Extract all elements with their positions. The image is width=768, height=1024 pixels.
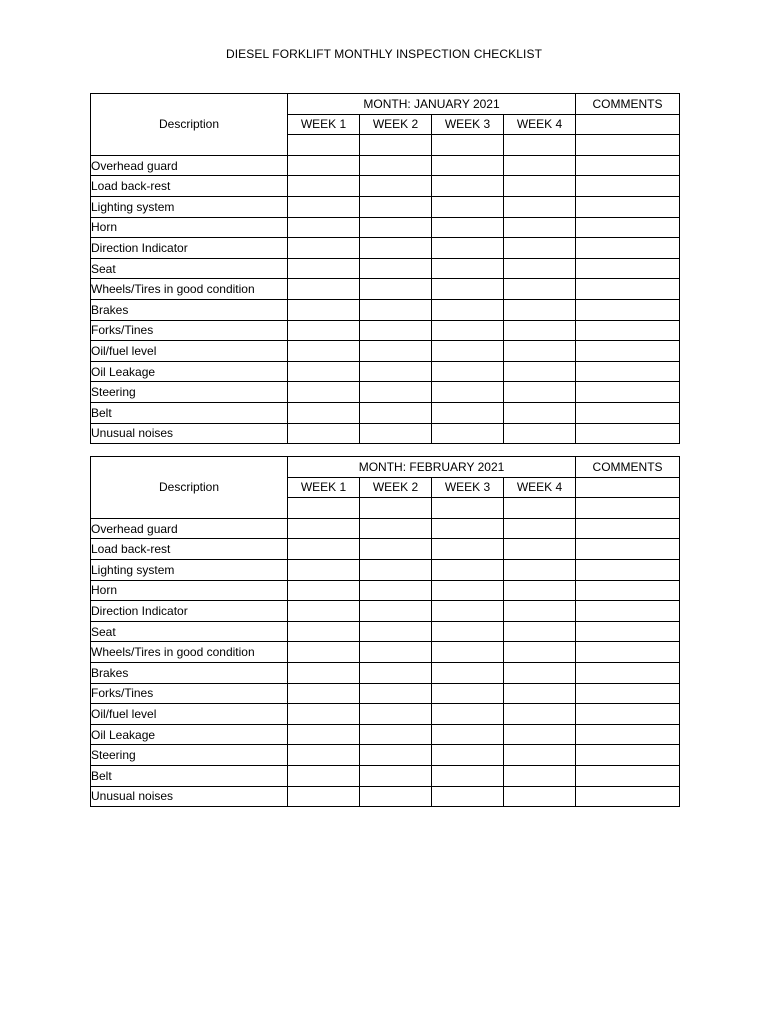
week-4-check-cell[interactable] [504,745,576,766]
week-4-check-cell[interactable] [504,662,576,683]
week-3-check-cell[interactable] [432,601,504,622]
table-row [91,539,680,560]
week-2-check-cell[interactable] [360,601,432,622]
item-label: Steering [91,745,288,766]
week-2-check-cell[interactable] [360,299,432,320]
week-2-check-cell[interactable] [360,279,432,300]
item-label: Brakes [91,662,288,683]
table-row [91,320,680,341]
week-3-check-cell[interactable] [432,320,504,341]
comments-cell[interactable] [576,402,680,423]
week-3-check-cell[interactable] [432,258,504,279]
week-3-check-cell[interactable] [432,518,504,539]
week-1-check-cell[interactable] [288,423,360,444]
comments-cell[interactable] [576,361,680,382]
item-label: Belt [91,765,288,786]
week-1-check-cell[interactable] [288,518,360,539]
week-3-check-cell[interactable] [432,361,504,382]
week-4-check-cell[interactable] [504,320,576,341]
week-2-check-cell[interactable] [360,704,432,725]
week-2-check-cell[interactable] [360,320,432,341]
comments-cell[interactable] [576,683,680,704]
table-row [91,518,680,539]
comments-cell[interactable] [576,217,680,238]
week-4-check-cell[interactable] [504,621,576,642]
week-4-check-cell[interactable] [504,724,576,745]
week-2-check-cell[interactable] [360,341,432,362]
week-1-check-cell[interactable] [288,765,360,786]
week-1-check-cell[interactable] [288,704,360,725]
week-2-check-cell[interactable] [360,786,432,807]
week-2-check-cell[interactable] [360,642,432,663]
week-3-check-cell[interactable] [432,786,504,807]
week-2-check-cell[interactable] [360,621,432,642]
week-4-header: WEEK 4 [504,114,576,135]
item-label: Seat [91,621,288,642]
week-1-check-cell[interactable] [288,745,360,766]
week-1-header: WEEK 1 [288,114,360,135]
week-1-check-cell[interactable] [288,258,360,279]
item-label: Steering [91,382,288,403]
table-row [91,683,680,704]
comments-cell[interactable] [576,155,680,176]
inspection-table-january [90,93,680,444]
table-row [91,341,680,362]
week-3-check-cell[interactable] [432,341,504,362]
week-2-check-cell[interactable] [360,580,432,601]
week-3-check-cell[interactable] [432,765,504,786]
week-1-check-cell[interactable] [288,559,360,580]
comments-cell[interactable] [576,580,680,601]
week-2-check-cell[interactable] [360,724,432,745]
item-label: Oil/fuel level [91,341,288,362]
week-4-check-cell[interactable] [504,518,576,539]
comments-cell[interactable] [576,320,680,341]
comments-cell[interactable] [576,196,680,217]
table-row [91,196,680,217]
comments-cell[interactable] [576,601,680,622]
item-label: Load back-rest [91,539,288,560]
week-1-check-cell[interactable] [288,642,360,663]
week-4-check-cell[interactable] [504,238,576,259]
comments-cell[interactable] [576,238,680,259]
item-label: Oil Leakage [91,724,288,745]
item-label: Direction Indicator [91,238,288,259]
week-1-check-cell[interactable] [288,786,360,807]
week-4-check-cell[interactable] [504,765,576,786]
week-3-check-cell[interactable] [432,662,504,683]
week-1-check-cell[interactable] [288,683,360,704]
week-1-check-cell[interactable] [288,176,360,197]
week-1-check-cell[interactable] [288,341,360,362]
comments-cell[interactable] [576,559,680,580]
week-1-check-cell[interactable] [288,662,360,683]
week-cell[interactable] [288,135,360,156]
week-1-header: WEEK 1 [288,477,360,498]
week-4-check-cell[interactable] [504,642,576,663]
week-1-check-cell[interactable] [288,238,360,259]
week-1-check-cell[interactable] [288,361,360,382]
item-label: Forks/Tines [91,683,288,704]
week-1-check-cell[interactable] [288,601,360,622]
week-3-check-cell[interactable] [432,559,504,580]
comments-cell[interactable] [576,279,680,300]
item-label: Oil/fuel level [91,704,288,725]
table-row [91,238,680,259]
table-row [91,217,680,238]
item-label: Horn [91,580,288,601]
item-label: Overhead guard [91,155,288,176]
comments-cell[interactable] [576,341,680,362]
description-header: Description [91,94,288,156]
week-4-check-cell[interactable] [504,786,576,807]
item-label: Wheels/Tires in good condition [91,642,288,663]
comments-cell[interactable] [576,642,680,663]
table-row [91,279,680,300]
week-3-check-cell[interactable] [432,539,504,560]
week-2-check-cell[interactable] [360,258,432,279]
week-1-check-cell[interactable] [288,580,360,601]
week-2-check-cell[interactable] [360,217,432,238]
week-2-check-cell[interactable] [360,155,432,176]
comments-cell[interactable] [576,477,680,498]
week-3-header: WEEK 3 [432,477,504,498]
comments-header: COMMENTS [576,94,680,115]
week-2-check-cell[interactable] [360,745,432,766]
table-row [91,786,680,807]
week-1-check-cell[interactable] [288,320,360,341]
comments-cell[interactable] [576,258,680,279]
week-3-check-cell[interactable] [432,238,504,259]
table-row [91,662,680,683]
comments-cell[interactable] [576,382,680,403]
table-row [91,745,680,766]
week-4-check-cell[interactable] [504,704,576,725]
week-3-check-cell[interactable] [432,642,504,663]
week-2-check-cell[interactable] [360,238,432,259]
week-1-check-cell[interactable] [288,402,360,423]
week-cell[interactable] [504,135,576,156]
item-label: Belt [91,402,288,423]
comments-cell[interactable] [576,662,680,683]
item-label: Seat [91,258,288,279]
week-2-check-cell[interactable] [360,176,432,197]
comments-cell[interactable] [576,539,680,560]
week-4-check-cell[interactable] [504,258,576,279]
week-2-check-cell[interactable] [360,765,432,786]
week-4-check-cell[interactable] [504,279,576,300]
comments-cell[interactable] [576,745,680,766]
week-2-header: WEEK 2 [360,114,432,135]
inspection-table-february [90,456,680,807]
table-row [91,601,680,622]
week-cell[interactable] [288,498,360,519]
week-3-check-cell[interactable] [432,217,504,238]
comments-cell[interactable] [576,176,680,197]
table-row [91,559,680,580]
week-4-check-cell[interactable] [504,382,576,403]
week-4-check-cell[interactable] [504,580,576,601]
week-1-check-cell[interactable] [288,382,360,403]
week-2-check-cell[interactable] [360,361,432,382]
week-2-check-cell[interactable] [360,559,432,580]
week-2-check-cell[interactable] [360,539,432,560]
week-2-check-cell[interactable] [360,382,432,403]
week-1-check-cell[interactable] [288,196,360,217]
month-label: MONTH: FEBRUARY 2021 [288,457,576,478]
week-2-check-cell[interactable] [360,518,432,539]
table-row [91,258,680,279]
table-row [91,621,680,642]
table-row [91,299,680,320]
comments-cell[interactable] [576,518,680,539]
item-label: Overhead guard [91,518,288,539]
week-4-check-cell[interactable] [504,683,576,704]
week-3-check-cell[interactable] [432,382,504,403]
comments-cell[interactable] [576,114,680,135]
table-row [91,402,680,423]
week-cell[interactable] [504,498,576,519]
week-3-header: WEEK 3 [432,114,504,135]
week-3-check-cell[interactable] [432,402,504,423]
week-3-check-cell[interactable] [432,423,504,444]
table-row [91,765,680,786]
comments-cell[interactable] [576,704,680,725]
table-row [91,642,680,663]
table-row [91,724,680,745]
week-4-check-cell[interactable] [504,361,576,382]
comments-cell[interactable] [576,135,680,156]
week-3-check-cell[interactable] [432,724,504,745]
week-cell[interactable] [360,135,432,156]
week-1-check-cell[interactable] [288,217,360,238]
week-cell[interactable] [432,135,504,156]
week-2-check-cell[interactable] [360,662,432,683]
week-1-check-cell[interactable] [288,279,360,300]
week-4-check-cell[interactable] [504,539,576,560]
comments-cell[interactable] [576,786,680,807]
week-1-check-cell[interactable] [288,724,360,745]
week-4-check-cell[interactable] [504,196,576,217]
table-row [91,382,680,403]
week-4-check-cell[interactable] [504,341,576,362]
item-label: Forks/Tines [91,320,288,341]
week-4-check-cell[interactable] [504,176,576,197]
week-3-check-cell[interactable] [432,279,504,300]
week-cell[interactable] [360,498,432,519]
week-1-check-cell[interactable] [288,621,360,642]
comments-cell[interactable] [576,423,680,444]
week-3-check-cell[interactable] [432,176,504,197]
description-header: Description [91,457,288,519]
item-label: Wheels/Tires in good condition [91,279,288,300]
table-row [91,580,680,601]
comments-cell[interactable] [576,765,680,786]
week-2-check-cell[interactable] [360,196,432,217]
table-row [91,155,680,176]
table-row [91,704,680,725]
week-3-check-cell[interactable] [432,155,504,176]
week-2-check-cell[interactable] [360,402,432,423]
item-label: Unusual noises [91,786,288,807]
week-4-header: WEEK 4 [504,477,576,498]
week-4-check-cell[interactable] [504,601,576,622]
week-4-check-cell[interactable] [504,155,576,176]
week-3-check-cell[interactable] [432,580,504,601]
week-2-header: WEEK 2 [360,477,432,498]
week-3-check-cell[interactable] [432,621,504,642]
week-3-check-cell[interactable] [432,683,504,704]
week-2-check-cell[interactable] [360,683,432,704]
comments-cell[interactable] [576,498,680,519]
week-3-check-cell[interactable] [432,745,504,766]
comments-cell[interactable] [576,621,680,642]
week-3-check-cell[interactable] [432,299,504,320]
comments-header: COMMENTS [576,457,680,478]
week-4-check-cell[interactable] [504,423,576,444]
week-1-check-cell[interactable] [288,155,360,176]
week-cell[interactable] [432,498,504,519]
comments-cell[interactable] [576,299,680,320]
week-3-check-cell[interactable] [432,704,504,725]
week-2-check-cell[interactable] [360,423,432,444]
item-label: Lighting system [91,559,288,580]
week-4-check-cell[interactable] [504,299,576,320]
week-3-check-cell[interactable] [432,196,504,217]
week-1-check-cell[interactable] [288,539,360,560]
table-row [91,423,680,444]
table-row [91,176,680,197]
item-label: Direction Indicator [91,601,288,622]
week-4-check-cell[interactable] [504,402,576,423]
week-1-check-cell[interactable] [288,299,360,320]
week-4-check-cell[interactable] [504,559,576,580]
item-label: Load back-rest [91,176,288,197]
item-label: Brakes [91,299,288,320]
item-label: Oil Leakage [91,361,288,382]
item-label: Unusual noises [91,423,288,444]
week-4-check-cell[interactable] [504,217,576,238]
month-label: MONTH: JANUARY 2021 [288,94,576,115]
item-label: Horn [91,217,288,238]
table-row [91,361,680,382]
comments-cell[interactable] [576,724,680,745]
item-label: Lighting system [91,196,288,217]
document-title: DIESEL FORKLIFT MONTHLY INSPECTION CHECKLIST [225,47,542,61]
